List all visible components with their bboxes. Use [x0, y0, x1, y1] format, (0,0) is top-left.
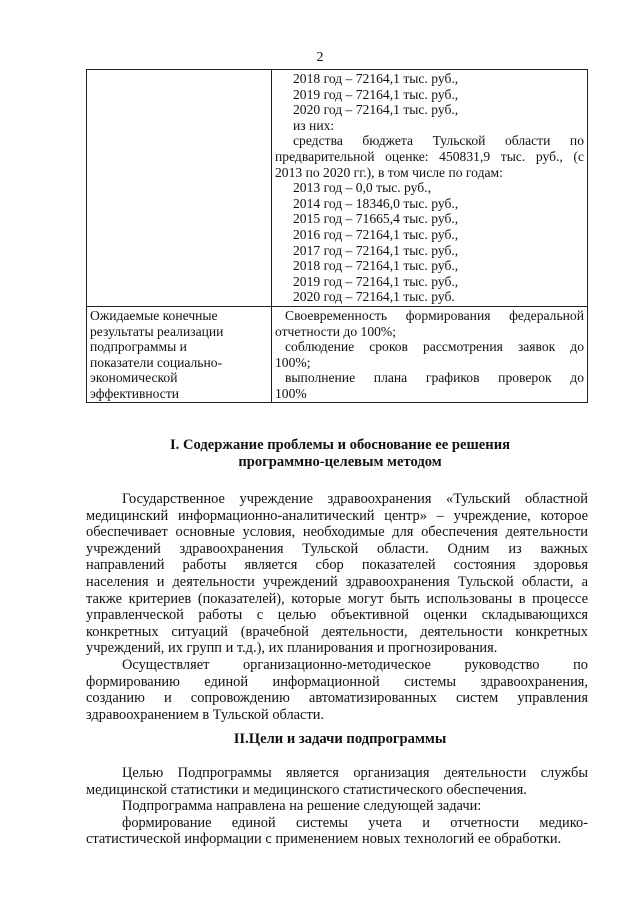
paragraph-line: Подпрограмма направлена на решение следующей задачи:: [122, 798, 482, 815]
paragraph-line: здравоохранением в Тульской области.: [86, 706, 325, 723]
paragraph-line: также критериев (показателей), которые могут быть использованы в процессе: [86, 590, 588, 607]
funding-line: из них:: [293, 117, 335, 133]
result-line: выполнение плана графиков проверок до: [285, 370, 584, 386]
paragraph-line: статистической информации с применением новых технологий ее обработки.: [86, 831, 562, 848]
label-line: эффективности: [90, 385, 180, 401]
funding-line: 2020 год – 72164,1 тыс. руб.,: [293, 102, 459, 118]
label-line: экономической: [90, 370, 178, 386]
results-value-cell: [272, 306, 588, 403]
funding-line: 2015 год – 71665,4 тыс. руб.,: [293, 211, 459, 227]
label-line: Ожидаемые конечные: [90, 307, 218, 323]
table-row: [87, 70, 588, 307]
paragraph-line: направлений работы является сбор показателей состояния здоровья: [86, 557, 588, 574]
section1-body: [86, 491, 588, 723]
paragraph-line: Государственное учреждение здравоохранения «Тульский областной: [122, 491, 588, 507]
funding-line: 2018 год – 72164,1 тыс. руб.,: [293, 258, 459, 274]
result-line: соблюдение сроков рассмотрения заявок до: [285, 339, 584, 355]
section1-heading-line2: программно-целевым методом: [238, 454, 442, 470]
paragraph-line: созданию и сопровождению автоматизированных систем управления: [86, 690, 588, 707]
funding-cell: [272, 70, 588, 307]
funding-line: 2018 год – 72164,1 тыс. руб.,: [293, 71, 459, 86]
paragraph-line: формированию единой информационной системы здравоохранения,: [86, 673, 588, 690]
results-label-cell: [87, 306, 272, 403]
label-line: подпрограммы и: [90, 339, 187, 355]
paragraph-line: обеспечивает основные условия, необходимые для обеспечения деятельности: [86, 524, 588, 541]
funding-line: 2019 год – 72164,1 тыс. руб.,: [293, 273, 459, 289]
paragraph-line: медицинский информационно-аналитический центр» – учреждение, которое: [86, 507, 588, 524]
page-number: 2: [316, 50, 324, 65]
paragraph-line: медицинской статистики и медицинского статистического обеспечения.: [86, 781, 527, 798]
paragraph-line: управленческой работы с целью объективной оценки складывающихся: [86, 607, 588, 624]
funding-line: 2019 год – 72164,1 тыс. руб.,: [293, 86, 459, 102]
funding-line: 2013 год – 0,0 тыс. руб.,: [293, 180, 431, 196]
section2-body: [86, 765, 588, 848]
section1-heading-line1: I. Содержание проблемы и обоснование ее решения: [170, 437, 510, 453]
paragraph-line: конкретных ситуаций (врачебной деятельности, деятельности конкретных: [86, 623, 588, 640]
paragraph-line: формирование единой системы учета и отчетности медико-: [122, 814, 588, 831]
paragraph-line: населения и деятельности учреждений здравоохранения Тульской области, а: [86, 573, 588, 590]
label-line: результаты реализации: [90, 323, 224, 339]
result-line: 100%;: [275, 354, 311, 370]
label-line: показатели социально-: [90, 354, 223, 370]
funding-line: 2013 по 2020 гг.), в том числе по годам:: [275, 164, 503, 180]
section1-heading: [70, 437, 610, 471]
paragraph-line: Осуществляет организационно-методическое руководство по: [122, 656, 588, 673]
passport-table: [86, 69, 588, 403]
result-line: отчетности до 100%;: [275, 323, 397, 339]
funding-line: 2017 год – 72164,1 тыс. руб.,: [293, 242, 459, 258]
funding-line: 2014 год – 18346,0 тыс. руб.,: [293, 195, 459, 211]
table-row: [87, 306, 588, 403]
paragraph-line: учреждений здравоохранения Тульской области. Одним из важных: [86, 540, 588, 557]
funding-line: предварительной оценке: 450831,9 тыс. руб., (с: [275, 148, 584, 164]
funding-line: 2016 год – 72164,1 тыс. руб.,: [293, 226, 459, 242]
funding-line: средства бюджета Тульской области по: [293, 133, 584, 149]
result-line: 100%: [275, 385, 307, 401]
paragraph-line: учреждений, их групп и т.д.), их планирования и прогнозирования.: [86, 640, 498, 657]
section2-heading: II.Цели и задачи подпрограммы: [233, 731, 447, 747]
funding-line: 2020 год – 72164,1 тыс. руб.: [293, 289, 455, 305]
table-cell-empty: [87, 70, 272, 307]
paragraph-line: Целью Подпрограммы является организация деятельности службы: [122, 765, 588, 781]
result-line: Своевременность формирования федеральной: [285, 307, 584, 323]
